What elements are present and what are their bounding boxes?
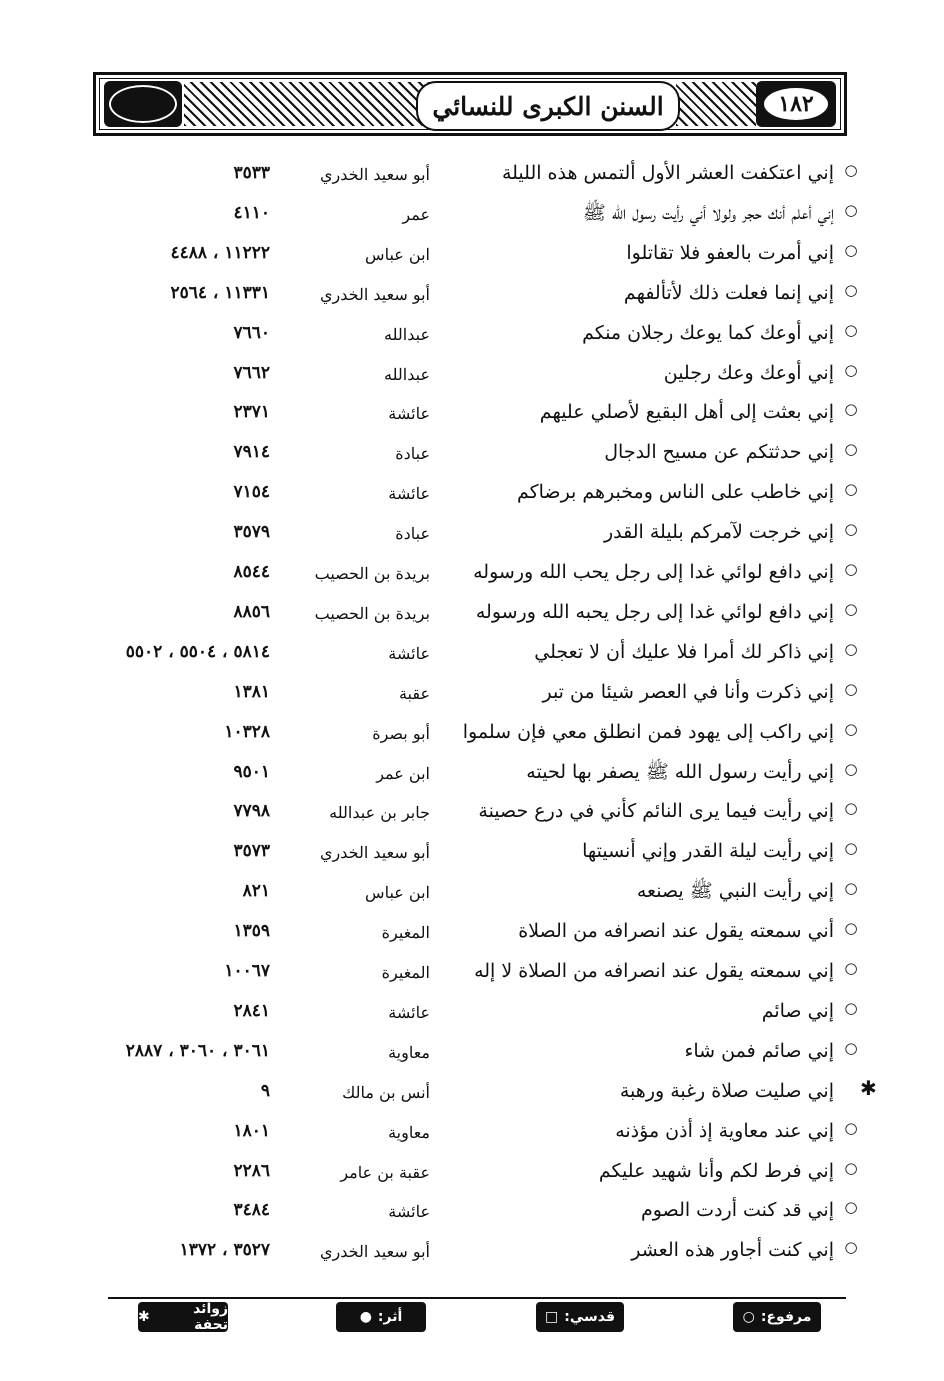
narrator-name: ابن عمر	[376, 763, 430, 783]
hadith-text: إني صائم	[761, 999, 834, 1022]
open-circle-icon: ○	[844, 240, 858, 259]
index-entry-row	[0, 1153, 944, 1193]
open-circle-icon: ○	[844, 1118, 858, 1137]
hadith-numbers: ٣٤٨٤	[233, 1200, 270, 1221]
index-entry-row	[0, 594, 944, 634]
narrator-name: عائشة	[388, 643, 430, 663]
page-number-badge	[756, 81, 836, 127]
open-circle-icon: ○	[844, 599, 858, 618]
hadith-numbers: ٢٣٧١	[233, 402, 270, 423]
narrator-name: عبادة	[395, 444, 430, 464]
index-entry-row	[0, 235, 944, 275]
hadith-numbers: ١٣٥٩	[233, 921, 270, 942]
hadith-numbers: ٣٠٦١ ، ٣٠٦٠ ، ٢٨٨٧	[125, 1040, 270, 1061]
legend-label: زوائد تحفة	[193, 1301, 228, 1333]
narrator-name: أبو سعيد الخدري	[320, 165, 430, 184]
narrator-name: عائشة	[388, 1202, 430, 1222]
hadith-text: إني دافع لوائي غدا إلى رجل يحب الله ورسوله	[473, 561, 834, 583]
index-entry-row	[0, 1033, 944, 1073]
hadith-text: إني سمعته يقول عند انصرافه من الصلاة لا إله	[474, 960, 834, 982]
open-circle-icon: ○	[844, 560, 858, 578]
page-header	[93, 72, 847, 136]
narrator-name: المغيرة	[381, 923, 430, 943]
index-entry-row	[0, 714, 944, 754]
hadith-text: إني رأيت فيما يرى النائم كأني في درع حصينة	[478, 800, 834, 823]
narrator-name: عقبة بن عامر	[340, 1162, 430, 1182]
hadith-numbers: ٢٢٨٦	[233, 1160, 270, 1181]
legend-athar	[336, 1302, 426, 1332]
hadith-numbers: ١١٣٣١ ، ٢٥٦٤	[170, 282, 270, 303]
hadith-text: إني قد كنت أردت الصوم	[641, 1199, 834, 1222]
hadith-text: أني سمعته يقول عند انصرافه من الصلاة	[518, 920, 834, 943]
index-entry-row	[0, 1073, 944, 1113]
asterisk-icon: ✱	[138, 1309, 150, 1325]
hadith-numbers: ٨٢١	[242, 881, 270, 902]
narrator-name: أبو بصرة	[372, 723, 430, 743]
open-circle-icon: ○	[844, 1238, 858, 1257]
narrator-name: المغيرة	[381, 963, 430, 982]
open-circle-icon: ○	[844, 440, 858, 459]
narrator-name: معاوية	[388, 1122, 430, 1142]
open-circle-icon: ○	[844, 280, 858, 299]
hadith-text: إني حدثتكم عن مسيح الدجال	[604, 441, 834, 464]
narrator-name: عبدالله	[384, 364, 430, 384]
hadith-numbers: ٤١١٠	[233, 202, 270, 223]
narrator-name: معاوية	[388, 1042, 430, 1062]
legend-zawaid	[138, 1302, 228, 1332]
hadith-text: إني إنما فعلت ذلك لأتألفهم	[623, 281, 834, 304]
index-entry-row	[0, 514, 944, 554]
index-entry-row	[0, 434, 944, 474]
ornament-icon	[109, 85, 177, 123]
hadith-numbers: ٣٥٣٣	[233, 163, 270, 183]
filled-circle-icon: ●	[359, 1309, 372, 1325]
narrator-name: بريدة بن الحصيب	[314, 564, 430, 583]
asterisk-icon: ✱	[860, 1075, 877, 1100]
index-entry-row	[0, 754, 944, 794]
open-circle-icon: ○	[742, 1309, 755, 1325]
page-number: ١٨٢	[764, 88, 828, 120]
hadith-text: إني خاطب على الناس ومخبرهم برضاكم	[516, 481, 834, 504]
hadith-text: إني أمرت بالعفو فلا تقاتلوا	[626, 241, 834, 264]
index-entry-row	[0, 674, 944, 714]
open-circle-icon: ○	[844, 998, 858, 1017]
open-circle-icon: ○	[844, 919, 858, 938]
open-circle-icon: ○	[844, 400, 858, 419]
index-entry-row	[0, 275, 944, 315]
open-circle-icon: ○	[844, 759, 858, 778]
open-circle-icon: ○	[844, 161, 858, 179]
open-circle-icon: ○	[844, 1158, 858, 1177]
narrator-name: جابر بن عبدالله	[329, 803, 430, 823]
index-entry-row	[0, 993, 944, 1033]
index-entry-row	[0, 155, 944, 195]
hadith-numbers: ١٠٠٦٧	[224, 961, 270, 981]
hadith-numbers: ٧١٥٤	[233, 482, 270, 503]
header-ornament-band	[676, 82, 756, 126]
hadith-text: إني عند معاوية إذ أذن مؤذنه	[615, 1119, 834, 1142]
hadith-numbers: ٨٨٥٦	[233, 601, 270, 622]
narrator-name: أبو سعيد الخدري	[320, 1242, 430, 1262]
index-entry-row	[0, 913, 944, 953]
index-entry-row	[0, 953, 944, 993]
open-circle-icon: ○	[844, 959, 858, 977]
legend-label: أثر:	[377, 1309, 403, 1325]
narrator-name: ابن عباس	[365, 244, 430, 264]
book-logo-emblem	[104, 81, 182, 127]
legend-qudsi	[536, 1302, 624, 1332]
hadith-text: إني أعلم أنك حجر ولولا أني رأيت رسول الله ﷺ	[582, 201, 834, 224]
index-entry-row	[0, 315, 944, 355]
hadith-numbers: ٣٥٧٩	[233, 522, 270, 543]
index-entry-row	[0, 394, 944, 434]
index-entry-row	[0, 833, 944, 873]
narrator-name: أبو سعيد الخدري	[320, 843, 430, 863]
hadith-numbers: ٣٥٧٣	[233, 841, 270, 862]
index-entry-row	[0, 554, 944, 594]
hadith-text: إني صائم فمن شاء	[684, 1039, 834, 1062]
index-entry-row	[0, 793, 944, 833]
index-entry-row	[0, 634, 944, 674]
hadith-numbers: ٩	[260, 1080, 270, 1101]
index-entry-row	[0, 474, 944, 514]
hadith-numbers: ٢٨٤١	[233, 1000, 270, 1021]
narrator-name: عائشة	[388, 484, 430, 504]
hadith-text: إني فرط لكم وأنا شهيد عليكم	[598, 1159, 834, 1182]
narrator-name: أبو سعيد الخدري	[320, 284, 430, 304]
hadith-text: إني أوعك وعك رجلين	[663, 361, 834, 384]
open-circle-icon: ○	[844, 1198, 858, 1217]
hadith-numbers: ٧٧٩٨	[233, 801, 270, 822]
narrator-name: عائشة	[388, 1002, 430, 1022]
legend-marfu	[733, 1302, 821, 1332]
index-entry-row	[0, 873, 944, 913]
hadith-text: إني راكب إلى يهود فمن انطلق معي فإن سلموا	[462, 720, 834, 743]
narrator-name: ابن عباس	[365, 883, 430, 903]
legend-label: قدسي:	[564, 1309, 616, 1325]
square-icon: □	[544, 1309, 559, 1325]
open-circle-icon: ○	[844, 520, 858, 539]
open-circle-icon: ○	[844, 1038, 858, 1057]
hadith-numbers: ١٠٣٢٨	[224, 721, 270, 742]
hadith-numbers: ٧٦٦٢	[233, 362, 270, 383]
hadith-numbers: ٨٥٤٤	[233, 562, 270, 582]
hadith-text: إني أوعك كما يوعك رجلان منكم	[582, 321, 834, 344]
hadith-numbers: ١٨٠١	[233, 1120, 270, 1141]
hadith-numbers: ٧٦٦٠	[233, 322, 270, 343]
open-circle-icon: ○	[844, 360, 858, 379]
open-circle-icon: ○	[844, 480, 858, 499]
hadith-text: إني رأيت ليلة القدر وإني أنسيتها	[582, 840, 834, 863]
hadith-text: إني كنت أجاور هذه العشر	[631, 1239, 834, 1262]
hadith-numbers: ٧٩١٤	[233, 442, 270, 463]
index-entry-row	[0, 1232, 944, 1272]
hadith-text: إني دافع لوائي غدا إلى رجل يحبه الله ورسوله	[475, 600, 834, 623]
narrator-name: عقبة	[398, 683, 430, 703]
hadith-text: إني ذكرت وأنا في العصر شيئا من تبر	[542, 680, 834, 703]
footer-divider	[108, 1297, 846, 1299]
open-circle-icon: ○	[844, 879, 858, 898]
hadith-text: إني خرجت لآمركم بليلة القدر	[604, 521, 834, 544]
narrator-name: بريدة بن الحصيب	[314, 603, 430, 623]
hadith-numbers: ١٣٨١	[233, 681, 270, 702]
hadith-numbers: ١١٢٢٢ ، ٤٤٨٨	[170, 242, 270, 263]
open-circle-icon: ○	[844, 639, 858, 658]
narrator-name: عبادة	[395, 524, 430, 544]
hadith-text: إني بعثت إلى أهل البقيع لأصلي عليهم	[539, 401, 834, 424]
hadith-text: إني رأيت رسول الله ﷺ يصفر بها لحيته	[526, 760, 834, 783]
index-entry-row	[0, 1192, 944, 1232]
narrator-name: أنس بن مالك	[342, 1082, 430, 1102]
hadith-text: إني صليت صلاة رغبة ورهبة	[619, 1079, 834, 1102]
hadith-text: إني اعتكفت العشر الأول ألتمس هذه الليلة	[501, 162, 834, 184]
narrator-name: عائشة	[388, 404, 430, 424]
index-entry-row	[0, 1113, 944, 1153]
open-circle-icon: ○	[844, 839, 858, 858]
open-circle-icon: ○	[844, 799, 858, 818]
narrator-name: عمر	[402, 204, 430, 224]
hadith-text: إني ذاكر لك أمرا فلا عليك أن لا تعجلي	[534, 640, 834, 663]
hadith-numbers: ٥٨١٤ ، ٥٥٠٤ ، ٥٥٠٢	[125, 641, 270, 662]
index-entry-row	[0, 355, 944, 395]
hadith-text: إني رأيت النبي ﷺ يصنعه	[636, 880, 834, 903]
legend-label: مرفوع:	[760, 1309, 812, 1325]
open-circle-icon: ○	[844, 200, 858, 219]
open-circle-icon: ○	[844, 320, 858, 339]
book-title: السنن الكبرى للنسائي	[416, 81, 680, 131]
open-circle-icon: ○	[844, 719, 858, 738]
index-entry-row	[0, 195, 944, 235]
hadith-numbers: ٩٥٠١	[233, 761, 270, 782]
narrator-name: عبدالله	[384, 324, 430, 344]
open-circle-icon: ○	[844, 679, 858, 698]
hadith-numbers: ٣٥٢٧ ، ١٣٧٢	[179, 1240, 270, 1261]
